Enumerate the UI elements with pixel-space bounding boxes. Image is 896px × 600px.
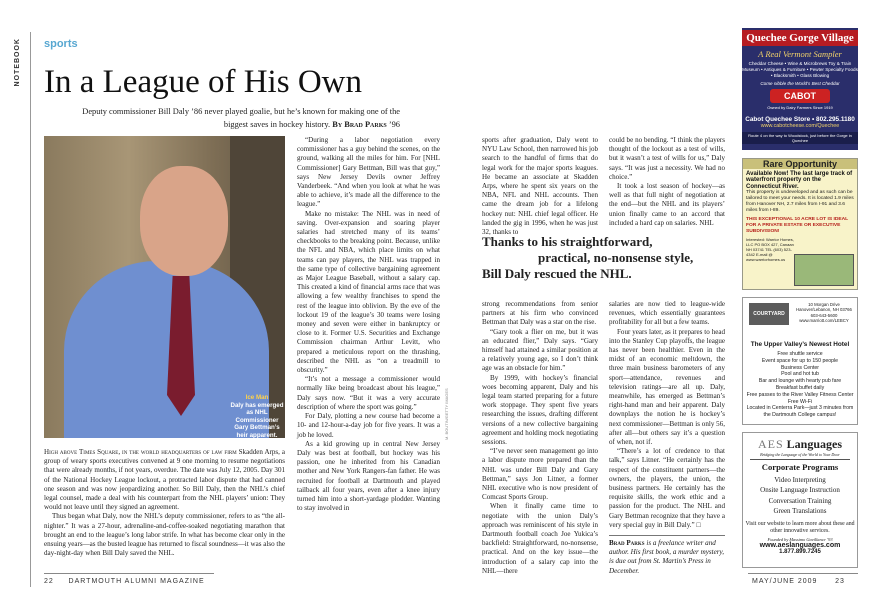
pull-quote-line: Bill Daly rescued the NHL. [482,266,632,281]
aes-abbr: AES [757,437,784,451]
photo-head [140,166,228,276]
paragraph: Four years later, as it prepares to head into the Stanley Cup playoffs, the league has never been healthier. Even in the midst of an economic meltdown, the three main business barometers of any sport—attendance, revenues and television ratings—are all up. Daly, meanwhile, has emerged as Bettman’s right-hand man and heir apparent. Daly downplays the notion he is hockey’s next commissioner—Bettman is only 56, after all—but others say it’s a question of when, not if. [609,327,725,447]
paragraph: By 1999, with hockey’s financial woes becoming apparent, Daly and his legal team started preparing for a future work stoppage. They spent five years researching the issues, drafting different versions of a new collective bargaining agreement and holding mock negotiating sessions. [482,373,598,447]
paragraph: strong recommendations from senior partners at his firm who convinced Bettman that Daly was a star on the rise. [482,300,598,327]
lead-rest: Skadden Arps, a group of weary sports executives convened at 9 one morning to resume negotiations that were already months, if not years, overdue. The date was July 12, 2005. Day 301 of the National Hockey League lockout, a protracted labor dispute that had canned one season and was now jeopardizing another. So Bill Daly, then the NHL’s chief legal counsel, made a deal with his counterpart from the NHL players’ union: They would not leave until they signed an agreement. [44,448,286,512]
service-item: Conversation Training [768,496,832,505]
ad-description: This property is undeveloped and as such can be tailored to meet your needs. It is located 1.9 miles from Hanover NH, 2.7 miles from I-91 and 3.6 miles from I-89. [746,189,854,214]
end-mark: □ [696,520,701,529]
ad-tagline: Bridging the Language of the World to Your Door [760,452,840,457]
paragraph: sports after graduation, Daly went to NYU Law School, then narrowed his job search to the handful of firms that do legal work for the major sports leagues. He became an associate at Skadden Arps, where he spent six years on the NBA, NFL and NHL accounts. Then came the dream job for a lifelong hockey nut: NHL chief legal officer. He landed the gig in 1996, when he was just 32, thanks to [482,136,598,237]
lead-paragraph [44,448,285,512]
magazine-name: DARTMOUTH ALUMNI MAGAZINE [68,578,205,585]
aes-name: Languages [786,437,843,451]
article-column-4-top [609,136,725,228]
ad-list: Cheddar Cheese • Wine & Microbrews Toy & Train Museum • Antiques & Furniture • Pewter Specialty Foods • Blacksmith • Glass Blowing [742,61,858,78]
author-bio [609,535,725,576]
ad-quechee[interactable] [742,28,858,150]
paragraph: For Daly, plotting a new course had become a 10- and 12-hour-a-day job for five years. It was a job he loved. [297,412,440,439]
paragraph: Thus began what Daly, now the NHL’s deputy commissioner, refers to as “the all-nighter.” It was a 27-hour, adrenaline-and-coffee-soaked negotiating marathon that brought an end to the league’s long labor strife. In what has become clear only in the ensuing years—as the busted league has returned to fiscal soundness—it was also the day-night-day when Bill Daly saved the NHL. [44,512,285,558]
pull-quote [482,234,722,282]
photo-caption [228,394,286,439]
portrait-photo [44,136,285,438]
service-item: Green Translations [773,507,827,515]
feature-item: Located in Centerra Park—just 3 minutes from the Dartmouth College campus! [746,405,854,419]
article-column-2 [297,136,440,513]
feature-item: Free shuttle service [777,351,823,357]
feature-item: Event space for up to 150 people [761,357,839,364]
ad-subtitle: A Real Vermont Sampler [758,49,842,59]
paragraph-text: “There’s a lot of credence to that talk,” says Litner. “He certainly has the respect of the constituent partners—the owners, the players, the union, the business partners. He certainly has the requisite skills, the work ethic and a passion for the product. The NHL and Gary Bettman recognize that they have a very special guy in Bill Daly.” [609,447,725,529]
ad-available: Available Now! The last large track of waterfront property on the Connecticut River. [746,171,853,190]
ad-address: 10 Morgan Drive Hanover/Lebanon, NH 03766 603-643-5600 www.marriott.com/LEBCY [796,302,852,323]
issue-date: MAY/JUNE 2009 [752,578,818,585]
courtyard-logo: COURTYARD Marriott [749,303,789,325]
page-number-left: 22 [44,578,54,585]
pull-quote-line: Thanks to his straightforward, [482,234,653,249]
paragraph: “Gary took a flier on me, but it was an educated flier,” Daly says. “Gary himself had attained a similar position at a relatively young age, so I don’t think age was an obstacle for him.” [482,327,598,373]
ad-owned: Owned by Dairy Farmers Since 1919 [767,105,833,110]
ad-web[interactable]: www.aeslanguages.com [759,541,841,549]
ad-title: The Upper Valley’s Newest Hotel [750,341,850,348]
footer-left [44,578,205,585]
ad-founded: Founded by Massimo Gavillance ’93 [767,536,833,542]
caption-title: Ice Man [245,394,269,401]
ad-title: Rare Opportunity [743,159,857,169]
caption-text: Daly has emerged as NHL Commissioner Gary Bettman’s heir apparent. [230,401,284,439]
feature-item: Free passes to the River Valley Fitness Center [746,391,854,398]
feature-item: Bar and lounge with hearty pub fare [758,378,842,385]
paragraph: “I’ve never seen management go into a labor dispute more prepared than the NHL was under Bill Daly and Gary Bettman,” says Jon Litner, a former NHL executive who is now president of Comcast Sports Group. [482,447,598,502]
deck [70,106,400,131]
ad-brand [743,437,857,452]
service-item: Onsite Language Instruction [760,486,840,494]
pull-quote-line: practical, no-nonsense style, [538,250,694,265]
ad-phone: 1.877.899.7245 [779,548,821,555]
feature-item: Pool and hot tub [781,371,819,378]
headline: In a League of His Own [44,64,362,100]
ad-rare-opportunity[interactable] [742,158,858,290]
ad-title: Quechee Gorge Village [742,30,858,46]
ad-store: Cabot Quechee Store • 802.295.1180 [745,116,855,123]
byline-name: Brad Parks [344,119,387,129]
feature-item: Free Wi-Fi [787,398,813,405]
ad-aes-languages[interactable] [742,432,858,568]
ad-courtyard[interactable] [742,297,858,425]
ad-route: Route 4 on the way to Woodstock, just before the Gorge in Quechee [742,132,858,144]
ad-visit: Visit our website to learn more about these and other innovative services. [745,520,855,534]
ad-web[interactable]: www.cabotcheese.com/Quechee [760,123,840,129]
article-lead [44,448,285,558]
ad-tagline: Come nibble the World’s Best Cheddar [760,81,840,86]
feature-item: Business Center [780,364,820,371]
ad-offer: THIS EXCEPTIONAL 10 ACRE LOT IS IDEAL FOR A PRIVATE ESTATE OR EXECUTIVE SUBDIVISION! [746,216,849,235]
ad-contact: Interested: Warrior Homes, LLC PO BOX 427, Canaan NH 03741 TEL (603) 523-4342 E-mail @ www.warriorhomes.us [746,237,794,263]
footer-right [752,578,845,585]
section-label: sports [44,38,78,50]
margin-rule [30,32,31,587]
feature-item: Breakfast buffet daily [775,384,825,391]
cabot-logo: CABOT [770,89,830,103]
byline-year: ’96 [388,119,400,129]
paragraph: When it finally came time to negotiate with the union Daly’s approach was reminiscent of his style in Dartmouth football coach Joe Yukica’s backfield: Straightforward, no-nonsense, practical. And on the key issue—the introduction of a salary cap into the NHL—there [482,502,598,575]
bio-name: Brad Parks [609,539,645,547]
photo-credit: M. BOUTIN/GETTY IMAGES [444,388,449,440]
paragraph: salaries are now tied to league-wide revenues, which essentially guarantees profitability for all but a few teams. [609,300,725,327]
ad-heading: Corporate Programs [761,461,839,472]
paragraph [609,447,725,530]
page-number-right: 23 [835,578,845,585]
ad-feature-list [743,351,857,419]
deck-text: Deputy commissioner Bill Daly ’86 never played goalie, but he’s known for making one of the biggest saves in hockey history. [82,107,400,129]
lead-smallcaps: High above Times Square, in the world headquarters of law firm [44,448,237,456]
footer-rule-left [44,573,214,574]
bio-text: is a freelance writer and author. His first book, a murder mystery, is due out from St. Martin’s Press in December. [609,539,725,575]
footer-rule-right [748,573,858,574]
ad-body [743,169,857,264]
paragraph: It took a lost season of hockey—as well as that full night of negotiation at the end—but the NHL and its players’ union finally came to an accord that included a hard cap on salaries. NHL [609,182,725,227]
article-column-3-top [482,136,598,237]
paragraph: could be no bending. “I think the players thought of the lockout as a test of wills, but it wasn’t a test of wills for us,” Daly says. “It was just a necessity. We had no choice.” [609,136,725,181]
paragraph: “During a labor negotiation every commissioner has a guy behind the scenes, on the ground, walking all the miles for him. For [NHL Commissioner] Gary Bettman, Bill was that guy,” says New Jersey Devils owner Jeffrey Vanderbeek. “And when you look at what he was able to achieve, it’s made all the difference to the league.” [297,136,440,209]
article-column-4-bottom [609,300,725,530]
property-map-image [794,254,854,286]
paragraph: Make no mistake: The NHL was in need of saving. Over-expansion and soaring player salaries had stretched many of its teams’ checkbooks to the breaking point. Because, unlike the NFL and NBA, which place limits on what teams can pay players, the NHL was trapped in the same type of collective bargaining agreement as Major League Baseball, without a salary cap. This created a kind of financial arms race that was allowing a few wealthy franchises to spend the rest of the league into oblivion. By the eve of the lockout 19 of the league’s 30 teams were losing money and seven were either in bankruptcy or close to it. Former U.S. Securities and Exchange Commission chairman Arthur Levitt, who prepared a meticulous report on the thrashing, described the NHL as “on a treadmill to obscurity.” [297,209,440,375]
article-column-3-bottom [482,300,598,576]
margin-label: NOTEBOOK [14,38,21,87]
paragraph: “It’s not a message a commissioner would normally like being broadcast about his league,” Daly says now. “But it was a very accurate description of where the sport was going.” [297,375,440,411]
byline-prefix: By [332,119,343,129]
paragraph: As a kid growing up in central New Jersey Daly was best at football, but hockey was his passion, one he inherited from his Canadian mother and New York Rangers-fan father. He was recruited for football at Dartmouth and played tailback all four years, even after a knee injury turned him into a short-yardage plodder. Wanting to stay involved in [297,439,440,513]
service-item: Video Interpreting [774,475,826,484]
ad-divider [750,459,850,460]
